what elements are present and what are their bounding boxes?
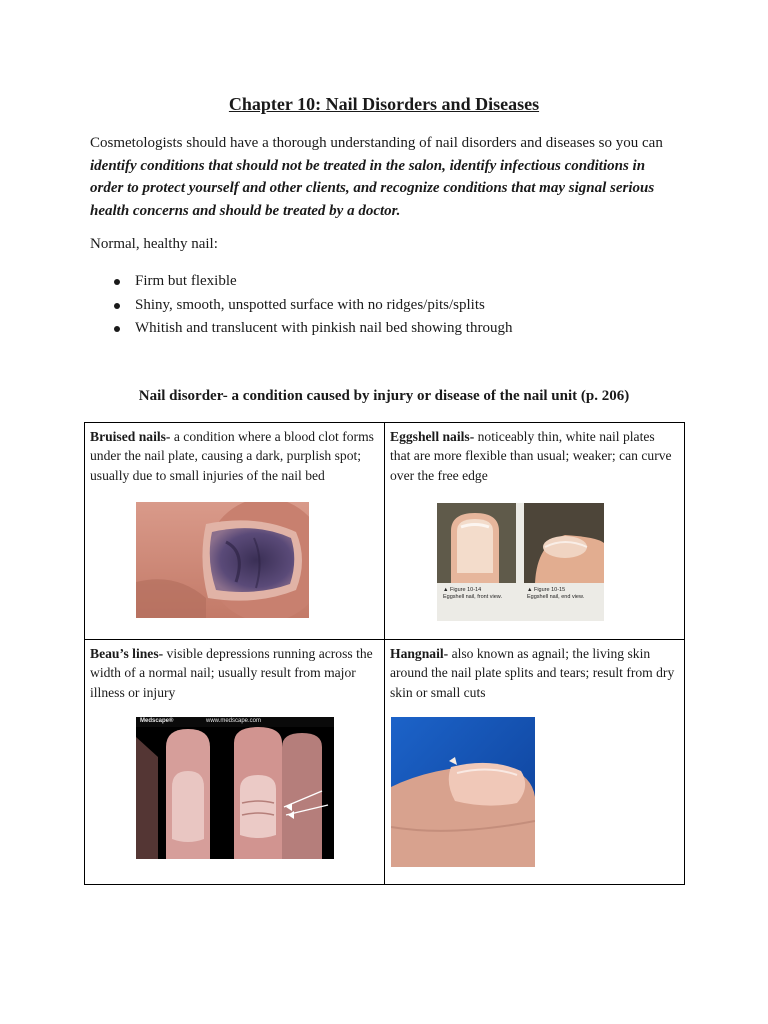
- term-label: Eggshell nails-: [390, 429, 475, 444]
- list-item-text: Shiny, smooth, unspotted surface with no ridges/pits/splits: [135, 296, 485, 313]
- bullet-icon: [114, 279, 120, 285]
- table-caption: Nail disorder- a condition caused by injury or disease of the nail unit (p. 206): [138, 388, 630, 404]
- figure-caption-right: ▲ Figure 10-15 Eggshell nail, end view.: [527, 587, 585, 600]
- cell-text: [390, 644, 676, 702]
- table-cell-beaus-lines: [85, 640, 385, 884]
- bruised-nail-photo: [136, 502, 309, 618]
- table-cell-hangnail: [385, 640, 685, 884]
- cell-text: [390, 427, 676, 485]
- term-definition: also known as agnail; the living skin around the nail plate splits and tears; result from dry skin or small cuts: [390, 646, 675, 700]
- intro-paragraph: [90, 132, 680, 222]
- term-definition: a condition where a blood clot forms under the nail plate, causing a dark, purplish spot; usually due to small injuries of the nail bed: [90, 429, 374, 483]
- bullet-icon: [114, 303, 120, 309]
- list-item: [108, 294, 512, 318]
- eggshell-nail-photo: [437, 503, 604, 621]
- bullet-icon: [114, 326, 120, 332]
- normal-nail-label: Normal, healthy nail:: [90, 236, 218, 252]
- term-definition: noticeably thin, white nail plates that are more flexible than usual; weaker; can curve over the free edge: [390, 429, 672, 483]
- cell-text: [90, 644, 376, 702]
- term-label: Beau’s lines-: [90, 646, 164, 661]
- hangnail-photo: [391, 717, 535, 867]
- intro-emphasis: identify conditions that should not be treated in the salon, identify infectious conditions in order to protect yourself and other clients, and recognize conditions that may signal serious health concerns and should be treated by a doctor.: [90, 157, 655, 219]
- table-cell-bruised-nails: [85, 423, 385, 640]
- intro-lead: Cosmetologists should have a thorough understanding of nail disorders and diseases so you can: [90, 135, 663, 151]
- figure-caption-left: ▲ Figure 10-14 Eggshell nail, front view.: [443, 587, 503, 600]
- list-item-text: Whitish and translucent with pinkish nail bed showing through: [135, 320, 513, 336]
- watermark-left: Medscape®: [140, 718, 174, 724]
- table-cell-eggshell-nails: [385, 423, 685, 640]
- list-item-text: Firm but flexible: [135, 273, 237, 289]
- term-label: Hangnail-: [390, 646, 449, 661]
- watermark-right: www.medscape.com: [206, 718, 262, 724]
- term-label: Bruised nails-: [90, 429, 171, 444]
- list-item: [108, 317, 512, 341]
- list-item: [108, 270, 512, 294]
- cell-text: [90, 427, 376, 485]
- healthy-nail-list: [108, 270, 512, 341]
- beaus-lines-photo: [136, 717, 334, 859]
- disorders-table: [84, 422, 685, 885]
- page-title: Chapter 10: Nail Disorders and Diseases: [228, 94, 540, 114]
- term-definition: visible depressions running across the width of a normal nail; usually result from major illness or injury: [90, 646, 373, 700]
